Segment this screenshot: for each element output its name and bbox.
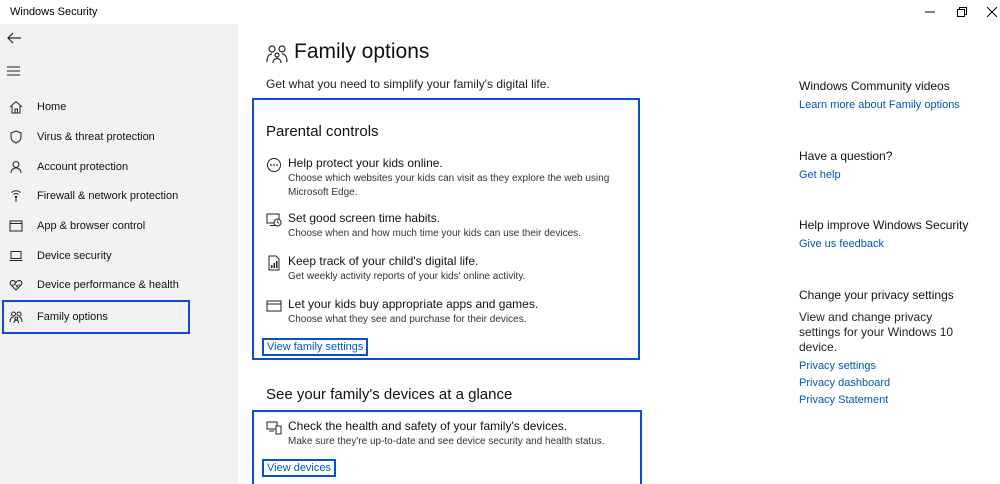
question-section: [799, 149, 989, 181]
community-videos-section: [799, 79, 989, 111]
improve-section: [799, 218, 989, 250]
sidebar-item-label: Virus & threat protection: [37, 131, 155, 143]
menu-button[interactable]: [7, 64, 23, 78]
sidebar-item-label: App & browser control: [37, 220, 146, 232]
sidebar-item-label: Account protection: [37, 161, 129, 173]
feature-digital-life: [266, 254, 626, 284]
feature-buy-apps: [266, 297, 626, 327]
minimize-button[interactable]: [919, 3, 941, 21]
sidebar-item-label: Firewall & network protection: [37, 190, 179, 202]
sidebar-item-firewall[interactable]: [2, 181, 190, 211]
title-bar: [0, 0, 1000, 24]
feature-description: Choose what they see and purchase for their devices.: [288, 314, 527, 325]
feature-title: Help protect your kids online.: [288, 156, 443, 170]
screen-clock-icon: [266, 212, 282, 228]
sidebar: [0, 24, 238, 484]
minimize-icon: [925, 7, 935, 17]
feature-description: Get weekly activity reports of your kids' online activity.: [288, 271, 526, 282]
sidebar-item-device-performance[interactable]: [2, 270, 190, 300]
sidebar-item-family-options[interactable]: [2, 300, 190, 334]
privacy-heading: Change your privacy settings: [799, 288, 954, 302]
feature-description: Choose which websites your kids can visit as they explore the web using Microsoft Edge.: [288, 173, 610, 198]
sidebar-item-label: Device security: [37, 250, 112, 262]
privacy-description: View and change privacy settings for your Windows 10 device.: [799, 310, 954, 354]
feature-title: Set good screen time habits.: [288, 211, 441, 225]
feature-device-health: [266, 419, 626, 451]
devices-heading: See your family's devices at a glance: [266, 386, 513, 403]
restore-button[interactable]: [951, 3, 973, 21]
heart-icon: [8, 277, 24, 293]
privacy-settings-link[interactable]: Privacy settings: [799, 360, 877, 372]
devices-icon: [266, 420, 282, 436]
report-icon: [266, 255, 282, 271]
community-videos-heading: Windows Community videos: [799, 79, 950, 93]
privacy-section: [799, 288, 989, 406]
improve-heading: Help improve Windows Security: [799, 218, 969, 232]
wifi-icon: [8, 188, 24, 204]
feature-protect-kids: [266, 156, 626, 200]
hamburger-icon: [7, 65, 21, 77]
restore-icon: [957, 7, 967, 17]
sidebar-item-account-protection[interactable]: [2, 152, 190, 182]
sidebar-item-device-security[interactable]: [2, 241, 190, 271]
feature-description: Make sure they're up-to-date and see device security and health status.: [288, 436, 605, 447]
parental-controls-heading: Parental controls: [266, 123, 379, 140]
get-help-link[interactable]: Get help: [799, 169, 841, 181]
back-button[interactable]: [6, 30, 24, 48]
window-title: Windows Security: [10, 6, 98, 18]
sidebar-item-label: Family options: [37, 311, 108, 323]
feature-title: Let your kids buy appropriate apps and games.: [288, 297, 539, 311]
shield-icon: [8, 129, 24, 145]
privacy-dashboard-link[interactable]: Privacy dashboard: [799, 377, 891, 389]
learn-more-link[interactable]: Learn more about Family options: [799, 99, 960, 111]
sidebar-item-label: Home: [37, 101, 67, 113]
card-icon: [266, 298, 282, 314]
close-button[interactable]: [981, 3, 1000, 21]
back-arrow-icon: [6, 30, 22, 46]
feature-title: Keep track of your child's digital life.: [288, 254, 479, 268]
feedback-link[interactable]: Give us feedback: [799, 238, 884, 250]
feature-title: Check the health and safety of your family's devices.: [288, 419, 568, 433]
sidebar-item-virus-protection[interactable]: [2, 122, 190, 152]
privacy-statement-link[interactable]: Privacy Statement: [799, 394, 889, 406]
family-icon: [8, 309, 24, 325]
feature-screen-time: [266, 211, 626, 241]
page-subtitle: Get what you need to simplify your family's digital life.: [266, 77, 550, 91]
page-title: Family options: [294, 40, 430, 63]
globe-chat-icon: [266, 157, 282, 173]
question-heading: Have a question?: [799, 149, 893, 163]
sidebar-item-home[interactable]: [2, 92, 190, 122]
sidebar-item-label: Device performance & health: [37, 279, 179, 291]
person-icon: [8, 159, 24, 175]
family-icon: [266, 44, 288, 64]
home-icon: [8, 99, 24, 115]
app-window-icon: [8, 218, 24, 234]
close-icon: [987, 7, 997, 17]
view-devices-link[interactable]: View devices: [262, 459, 336, 477]
laptop-icon: [8, 248, 24, 264]
view-family-settings-link[interactable]: View family settings: [262, 338, 368, 356]
feature-description: Choose when and how much time your kids can use their devices.: [288, 228, 581, 239]
sidebar-item-app-browser[interactable]: [2, 211, 190, 241]
